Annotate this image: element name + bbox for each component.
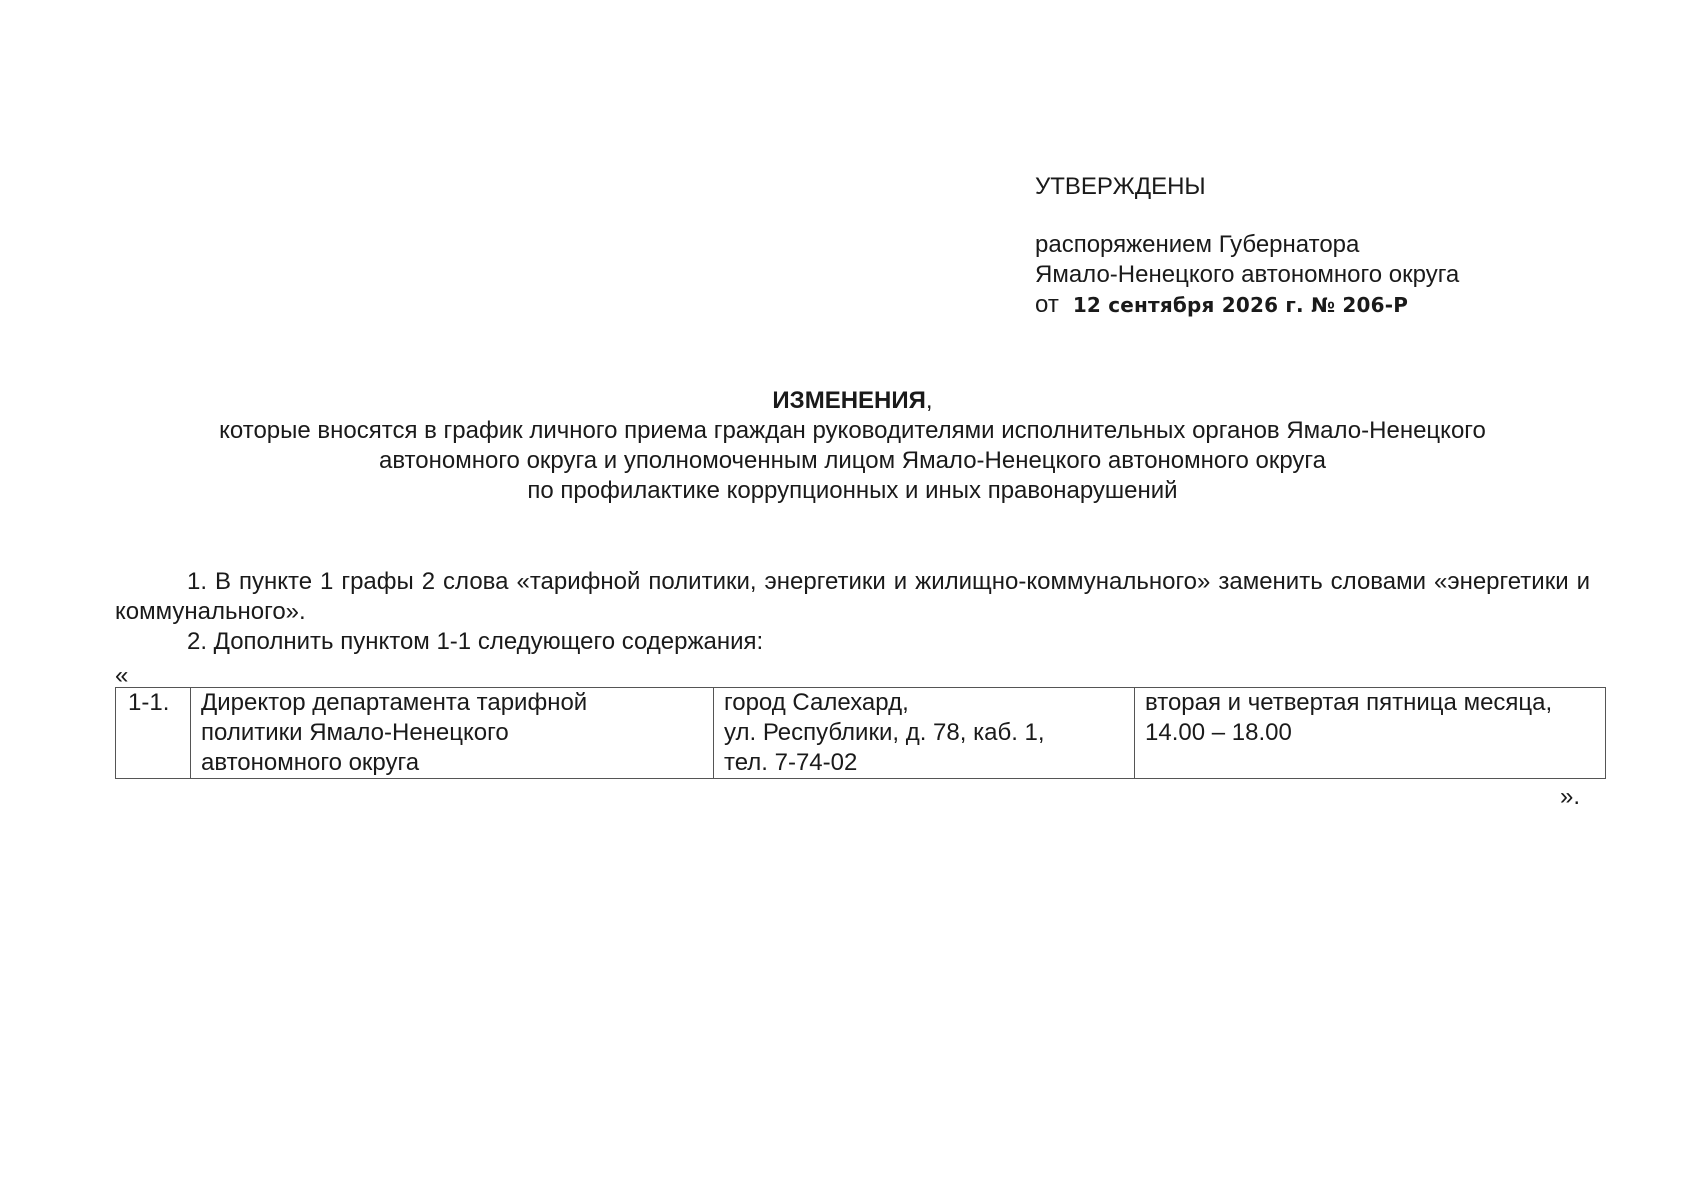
paragraph-2: 2. Дополнить пунктом 1-1 следующего содержания: <box>187 628 764 655</box>
document-body <box>115 567 1590 691</box>
issuer-line-2: Ямало-Ненецкого автономного округа <box>1035 261 1460 288</box>
position-line-2: политики Ямало-Ненецкого <box>201 719 509 746</box>
heading-title: ИЗМЕНЕНИЯ <box>772 387 926 414</box>
opening-quote: « <box>115 662 129 689</box>
table-row <box>116 688 1606 779</box>
address-line-3: тел. 7-74-02 <box>724 749 858 776</box>
decree-date-line <box>1035 290 1635 320</box>
row-number-cell <box>116 688 191 779</box>
issuer-line-1: распоряжением Губернатора <box>1035 231 1360 258</box>
reception-time-cell <box>1135 688 1606 779</box>
approval-block <box>1035 172 1635 320</box>
reception-time-line-2: 14.00 – 18.00 <box>1145 719 1292 746</box>
paragraph-1: 1. В пункте 1 графы 2 слова «тарифной политики, энергетики и жилищно-коммунального» заменить словами «энергетики и коммунального». <box>115 568 1590 625</box>
address-line-2: ул. Республики, д. 78, каб. 1, <box>724 719 1045 746</box>
approved-label: УТВЕРЖДЕНЫ <box>1035 173 1206 200</box>
reception-schedule-table <box>115 687 1606 779</box>
date-prefix: от <box>1035 291 1059 318</box>
heading-subtitle-line-1: которые вносятся в график личного приема граждан руководителями исполнительных органов Ямало-Ненецкого <box>219 417 1486 444</box>
heading-subtitle-line-2: автономного округа и уполномоченным лицом Ямало-Ненецкого автономного округа <box>378 447 1326 474</box>
address-line-1: город Салехард, <box>724 689 909 716</box>
row-number: 1-1. <box>128 689 170 716</box>
decree-date-number: 12 сентября 2026 г. № 206-Р <box>1072 293 1409 317</box>
address-cell <box>714 688 1135 779</box>
position-line-3: автономного округа <box>201 749 420 776</box>
position-line-1: Директор департамента тарифной <box>201 689 588 716</box>
heading-title-line <box>115 386 1590 416</box>
document-heading <box>115 386 1590 506</box>
heading-title-suffix: , <box>925 387 933 414</box>
closing-quote: ». <box>1560 783 1581 810</box>
position-cell <box>191 688 714 779</box>
reception-time-line-1: вторая и четвертая пятница месяца, <box>1145 689 1553 716</box>
heading-subtitle-line-3: по профилактике коррупционных и иных правонарушений <box>527 477 1178 504</box>
